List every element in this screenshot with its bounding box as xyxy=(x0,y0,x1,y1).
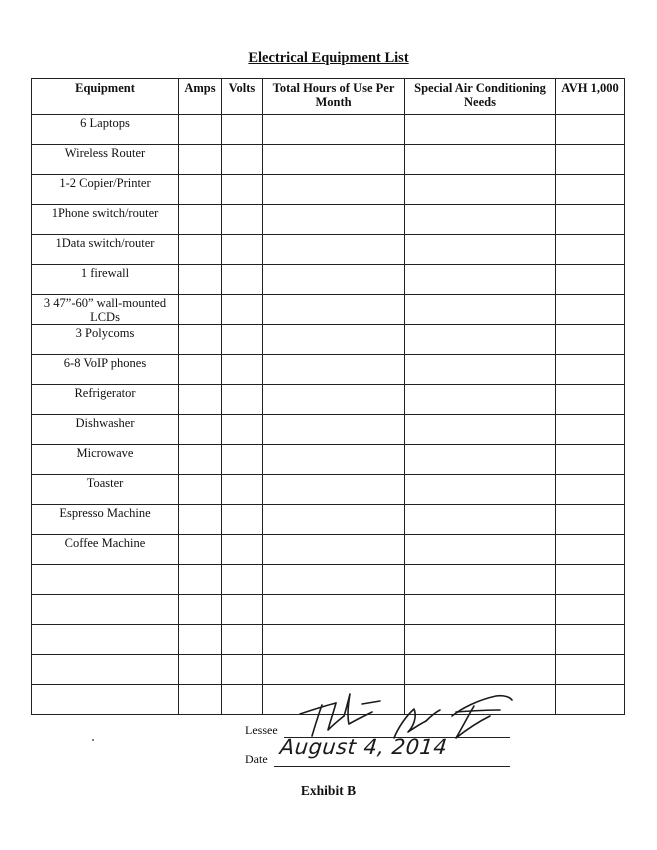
header-total-hours: Total Hours of Use Per Month xyxy=(263,79,405,115)
table-row xyxy=(32,535,625,565)
cell-volts xyxy=(222,415,263,445)
table-row xyxy=(32,655,625,685)
cell-avh xyxy=(556,535,625,565)
cell-equipment: Dishwasher xyxy=(32,415,179,445)
cell-special-air-conditioning xyxy=(405,685,556,715)
cell-volts xyxy=(222,115,263,145)
table-row xyxy=(32,175,625,205)
cell-volts xyxy=(222,385,263,415)
cell-special-air-conditioning xyxy=(405,265,556,295)
header-avh: AVH 1,000 xyxy=(556,79,625,115)
cell-total-hours xyxy=(263,175,405,205)
table-row xyxy=(32,235,625,265)
cell-amps xyxy=(179,355,222,385)
table-row xyxy=(32,625,625,655)
cell-amps xyxy=(179,295,222,325)
cell-total-hours xyxy=(263,145,405,175)
cell-equipment xyxy=(32,565,179,595)
exhibit-label: Exhibit B xyxy=(300,783,357,798)
date-label: Date xyxy=(245,752,268,766)
cell-special-air-conditioning xyxy=(405,205,556,235)
cell-equipment: Espresso Machine xyxy=(32,505,179,535)
cell-volts xyxy=(222,685,263,715)
table-header-row xyxy=(32,79,625,115)
equipment-table xyxy=(31,78,625,715)
table-row xyxy=(32,265,625,295)
table-row xyxy=(32,325,625,355)
table-row xyxy=(32,355,625,385)
cell-special-air-conditioning xyxy=(405,175,556,205)
table-row xyxy=(32,145,625,175)
cell-total-hours xyxy=(263,205,405,235)
cell-amps xyxy=(179,115,222,145)
cell-total-hours xyxy=(263,115,405,145)
table-row xyxy=(32,295,625,325)
cell-avh xyxy=(556,445,625,475)
cell-total-hours xyxy=(263,505,405,535)
cell-volts xyxy=(222,205,263,235)
cell-volts xyxy=(222,355,263,385)
cell-avh xyxy=(556,325,625,355)
table-row xyxy=(32,685,625,715)
header-equipment: Equipment xyxy=(32,79,179,115)
cell-volts xyxy=(222,145,263,175)
date-line xyxy=(274,766,510,767)
cell-special-air-conditioning xyxy=(405,505,556,535)
cell-equipment: 3 Polycoms xyxy=(32,325,179,355)
cell-amps xyxy=(179,145,222,175)
cell-volts xyxy=(222,565,263,595)
cell-special-air-conditioning xyxy=(405,325,556,355)
cell-special-air-conditioning xyxy=(405,475,556,505)
cell-amps xyxy=(179,625,222,655)
cell-amps xyxy=(179,595,222,625)
cell-equipment: Wireless Router xyxy=(32,145,179,175)
document-title: Electrical Equipment List xyxy=(248,50,409,66)
cell-equipment xyxy=(32,655,179,685)
cell-avh xyxy=(556,655,625,685)
cell-volts xyxy=(222,265,263,295)
cell-special-air-conditioning xyxy=(405,235,556,265)
cell-special-air-conditioning xyxy=(405,295,556,325)
cell-equipment: 6-8 VoIP phones xyxy=(32,355,179,385)
scan-speck xyxy=(92,739,94,741)
cell-volts xyxy=(222,625,263,655)
cell-volts xyxy=(222,235,263,265)
cell-avh xyxy=(556,385,625,415)
cell-amps xyxy=(179,565,222,595)
cell-avh xyxy=(556,175,625,205)
cell-amps xyxy=(179,475,222,505)
cell-amps xyxy=(179,205,222,235)
cell-amps xyxy=(179,685,222,715)
cell-avh xyxy=(556,265,625,295)
cell-volts xyxy=(222,295,263,325)
cell-amps xyxy=(179,175,222,205)
cell-special-air-conditioning xyxy=(405,415,556,445)
cell-total-hours xyxy=(263,385,405,415)
cell-amps xyxy=(179,445,222,475)
cell-total-hours xyxy=(263,595,405,625)
cell-avh xyxy=(556,355,625,385)
table-row xyxy=(32,415,625,445)
cell-special-air-conditioning xyxy=(405,115,556,145)
cell-total-hours xyxy=(263,415,405,445)
cell-amps xyxy=(179,535,222,565)
cell-avh xyxy=(556,595,625,625)
date-value: August 4, 2014 xyxy=(278,735,449,759)
table-row xyxy=(32,475,625,505)
cell-equipment: Coffee Machine xyxy=(32,535,179,565)
cell-special-air-conditioning xyxy=(405,145,556,175)
table-body xyxy=(32,115,625,715)
cell-amps xyxy=(179,415,222,445)
cell-amps xyxy=(179,325,222,355)
cell-volts xyxy=(222,595,263,625)
cell-special-air-conditioning xyxy=(405,535,556,565)
cell-equipment: 1Phone switch/router xyxy=(32,205,179,235)
table-row xyxy=(32,565,625,595)
cell-total-hours xyxy=(263,535,405,565)
cell-equipment: Refrigerator xyxy=(32,385,179,415)
cell-special-air-conditioning xyxy=(405,445,556,475)
cell-special-air-conditioning xyxy=(405,625,556,655)
cell-equipment xyxy=(32,625,179,655)
cell-avh xyxy=(556,235,625,265)
cell-total-hours xyxy=(263,355,405,385)
cell-avh xyxy=(556,625,625,655)
cell-special-air-conditioning xyxy=(405,355,556,385)
cell-total-hours xyxy=(263,235,405,265)
cell-avh xyxy=(556,145,625,175)
cell-avh xyxy=(556,115,625,145)
cell-avh xyxy=(556,475,625,505)
cell-avh xyxy=(556,295,625,325)
cell-volts xyxy=(222,325,263,355)
table-row xyxy=(32,385,625,415)
cell-special-air-conditioning xyxy=(405,565,556,595)
cell-total-hours xyxy=(263,265,405,295)
cell-avh xyxy=(556,565,625,595)
cell-equipment: 1-2 Copier/Printer xyxy=(32,175,179,205)
table-row xyxy=(32,115,625,145)
cell-equipment: Microwave xyxy=(32,445,179,475)
cell-special-air-conditioning xyxy=(405,595,556,625)
cell-equipment: 3 47”-60” wall-mounted LCDs xyxy=(32,295,179,325)
cell-volts xyxy=(222,475,263,505)
cell-volts xyxy=(222,175,263,205)
table-row xyxy=(32,595,625,625)
cell-avh xyxy=(556,685,625,715)
cell-equipment: Toaster xyxy=(32,475,179,505)
cell-equipment: 1Data switch/router xyxy=(32,235,179,265)
table-row xyxy=(32,505,625,535)
cell-amps xyxy=(179,265,222,295)
cell-special-air-conditioning xyxy=(405,385,556,415)
cell-equipment xyxy=(32,685,179,715)
table-row xyxy=(32,445,625,475)
cell-amps xyxy=(179,655,222,685)
cell-volts xyxy=(222,445,263,475)
cell-volts xyxy=(222,505,263,535)
header-special-air-conditioning: Special Air Conditioning Needs xyxy=(405,79,556,115)
table-row xyxy=(32,205,625,235)
cell-amps xyxy=(179,505,222,535)
cell-total-hours xyxy=(263,625,405,655)
cell-total-hours xyxy=(263,565,405,595)
cell-avh xyxy=(556,205,625,235)
lessee-label: Lessee xyxy=(245,723,278,737)
cell-avh xyxy=(556,505,625,535)
header-volts: Volts xyxy=(222,79,263,115)
cell-equipment: 1 firewall xyxy=(32,265,179,295)
cell-total-hours xyxy=(263,655,405,685)
cell-total-hours xyxy=(263,295,405,325)
cell-special-air-conditioning xyxy=(405,655,556,685)
cell-total-hours xyxy=(263,475,405,505)
cell-total-hours xyxy=(263,445,405,475)
cell-volts xyxy=(222,535,263,565)
cell-equipment: 6 Laptops xyxy=(32,115,179,145)
cell-equipment xyxy=(32,595,179,625)
cell-avh xyxy=(556,415,625,445)
header-amps: Amps xyxy=(179,79,222,115)
cell-volts xyxy=(222,655,263,685)
cell-total-hours xyxy=(263,685,405,715)
cell-total-hours xyxy=(263,325,405,355)
cell-amps xyxy=(179,235,222,265)
cell-amps xyxy=(179,385,222,415)
